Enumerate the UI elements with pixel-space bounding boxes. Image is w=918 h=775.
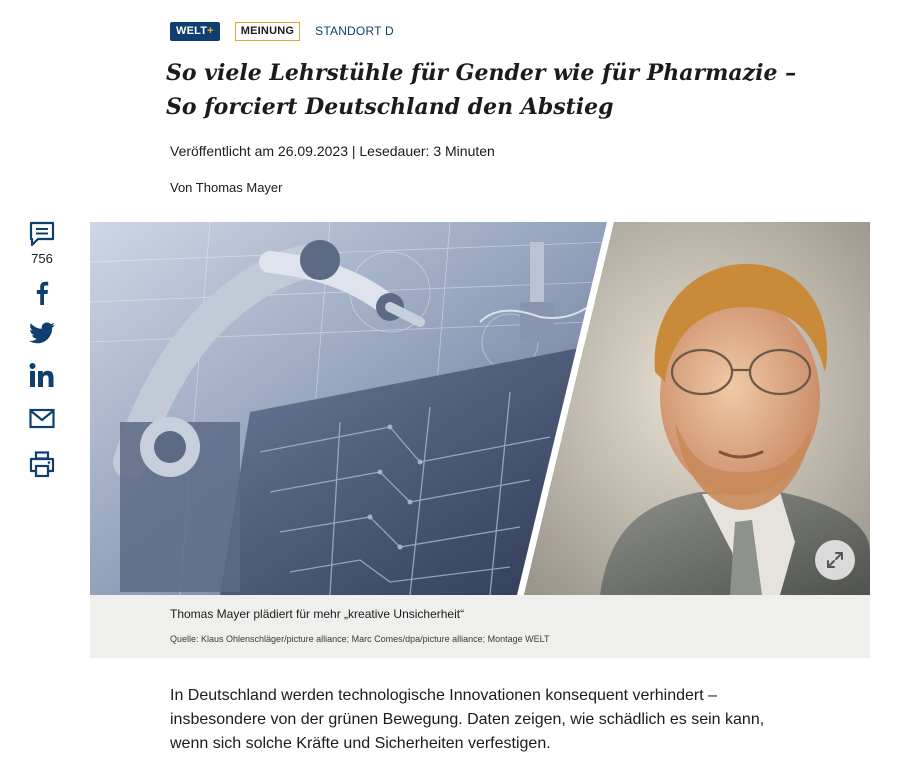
- hero-montage: [90, 222, 870, 595]
- publish-meta: Veröffentlicht am 26.09.2023 | Lesedauer: 3 Minuten: [170, 143, 495, 159]
- welt-plus-label: WELT: [176, 24, 208, 37]
- article-badges: [170, 21, 394, 41]
- section-kicker[interactable]: STANDORT D: [315, 24, 394, 38]
- article-lead: In Deutschland werden technologische Innovationen konsequent verhindert – insbesondere von der grünen Bewegung. Daten zeigen, wie schädlich es sein kann, wenn sich solche Kräfte und Sicherheiten verfestigen.: [170, 687, 765, 752]
- welt-plus-mark: +: [207, 24, 214, 37]
- expand-image-button[interactable]: [815, 540, 855, 580]
- opinion-badge: MEINUNG: [235, 22, 300, 41]
- facebook-icon: [28, 278, 56, 306]
- email-icon: [28, 405, 56, 433]
- print-icon: [28, 450, 56, 478]
- comment-icon: [28, 220, 56, 248]
- article-headline: So viele Lehrstühle für Gender wie für Pharmazie – So forciert Deutschland den Abstieg: [166, 60, 797, 120]
- image-credit: Quelle: Klaus Ohlenschläger/picture alliance; Marc Comes/dpa/picture alliance; Montage WELT: [170, 634, 550, 644]
- share-rail: [28, 220, 56, 478]
- email-share-button[interactable]: [28, 405, 56, 433]
- linkedin-icon: [28, 361, 56, 389]
- twitter-share-button[interactable]: [28, 319, 56, 347]
- comment-button[interactable]: [28, 220, 56, 248]
- welt-plus-badge[interactable]: [170, 22, 220, 41]
- linkedin-share-button[interactable]: [28, 361, 56, 389]
- article-figure: [90, 222, 870, 658]
- twitter-icon: [28, 319, 56, 347]
- print-button[interactable]: [28, 450, 56, 478]
- comment-count[interactable]: 756: [31, 251, 53, 266]
- facebook-share-button[interactable]: [28, 278, 56, 306]
- image-caption: Thomas Mayer plädiert für mehr „kreative Unsicherheit“: [170, 607, 465, 621]
- author-byline: Von Thomas Mayer: [170, 180, 283, 195]
- article-hero-image[interactable]: [90, 222, 870, 595]
- expand-icon: [825, 550, 845, 570]
